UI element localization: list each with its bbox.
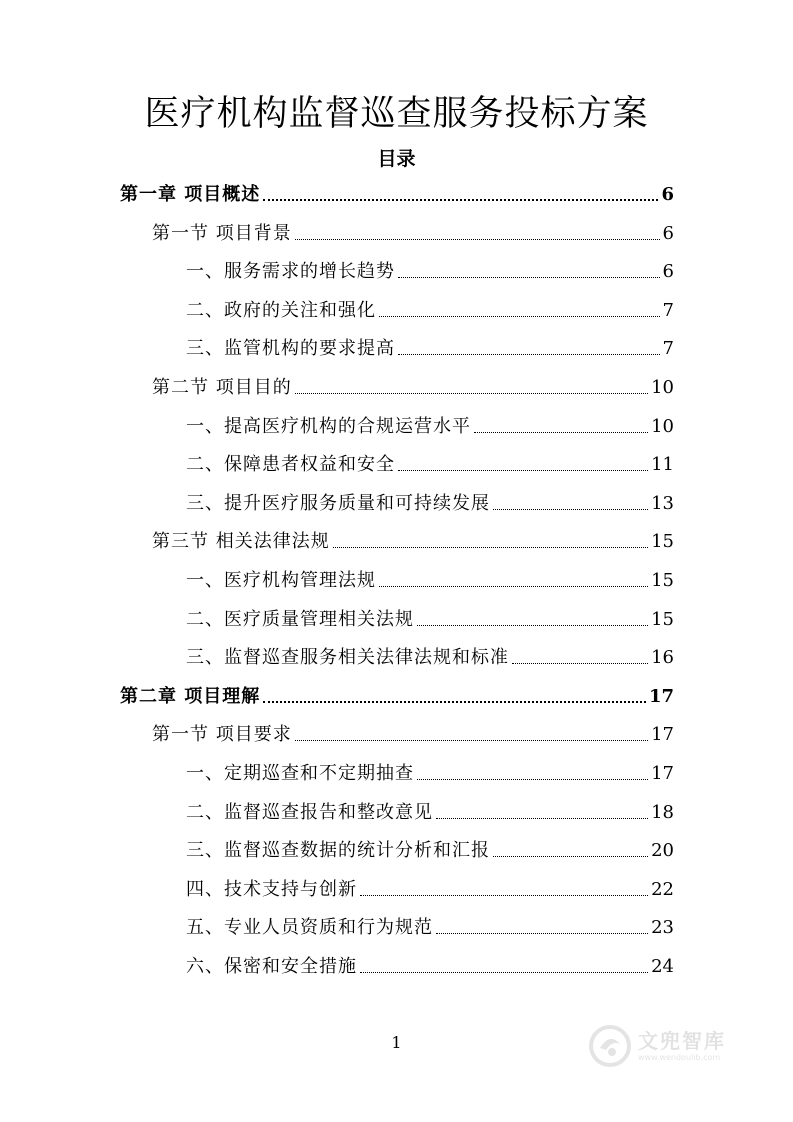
toc-dot-leader — [493, 509, 648, 510]
page-number: 1 — [391, 1033, 402, 1052]
toc-entry-label: 第一章 项目概述 — [120, 184, 261, 205]
toc-entry-label: 一、医疗机构管理法规 — [186, 570, 376, 591]
toc-subsection-entry[interactable] — [186, 641, 674, 671]
toc-entry-page: 10 — [651, 377, 674, 398]
toc-entry-page: 15 — [651, 531, 674, 552]
toc-dot-leader — [379, 586, 648, 587]
toc-subsection-entry[interactable] — [186, 487, 674, 517]
toc-subsection-entry[interactable] — [186, 332, 674, 362]
toc-entry-page: 17 — [651, 763, 674, 784]
toc-entry-page: 11 — [651, 454, 674, 475]
toc-entry-page: 18 — [651, 802, 674, 823]
toc-subsection-entry[interactable] — [186, 911, 674, 941]
toc-dot-leader — [398, 277, 660, 278]
toc-subsection-entry[interactable] — [186, 757, 674, 787]
wendou-logo-icon — [588, 1024, 632, 1068]
toc-dot-leader — [493, 856, 648, 857]
document-title: 医疗机构监督巡查服务投标方案 — [144, 94, 649, 134]
toc-entry-page: 6 — [661, 184, 674, 205]
toc-subsection-entry[interactable] — [186, 448, 674, 478]
toc-subsection-entry[interactable] — [186, 294, 674, 324]
toc-dot-leader — [436, 933, 648, 934]
toc-entry-label: 二、监督巡查报告和整改意见 — [186, 802, 433, 823]
watermark-url: www.wendoulib.com — [638, 1053, 721, 1062]
toc-entry-label: 第二节 项目目的 — [152, 377, 292, 398]
toc-subsection-entry[interactable] — [186, 796, 674, 826]
toc-heading: 目录 — [377, 148, 416, 170]
toc-entry-label: 二、政府的关注和强化 — [186, 300, 376, 321]
toc-subsection-entry[interactable] — [186, 603, 674, 633]
toc-dot-leader — [295, 393, 648, 394]
toc-entry-label: 五、专业人员资质和行为规范 — [186, 917, 433, 938]
toc-entry-label: 三、提升医疗服务质量和可持续发展 — [186, 493, 490, 514]
toc-dot-leader — [295, 740, 648, 741]
toc-subsection-entry[interactable] — [186, 410, 674, 440]
toc-entry-label: 第三节 相关法律法规 — [152, 531, 330, 552]
toc-entry-label: 三、监管机构的要求提高 — [186, 338, 395, 359]
toc-entry-label: 二、医疗质量管理相关法规 — [186, 609, 414, 630]
toc-entry-page: 20 — [651, 840, 674, 861]
toc-entry-label: 三、监督巡查服务相关法律法规和标准 — [186, 647, 509, 668]
toc-entry-label: 第一节 项目要求 — [152, 724, 292, 745]
toc-entry-page: 6 — [662, 223, 674, 244]
toc-entry-label: 三、监督巡查数据的统计分析和汇报 — [186, 840, 490, 861]
toc-dot-leader — [333, 547, 648, 548]
toc-dot-leader — [436, 818, 648, 819]
toc-subsection-entry[interactable] — [186, 950, 674, 980]
toc-entry-label: 一、服务需求的增长趋势 — [186, 261, 395, 282]
toc-entry-label: 一、提高医疗机构的合规运营水平 — [186, 416, 471, 437]
toc-section-entry[interactable] — [152, 525, 674, 555]
watermark-name: 文兜智库 — [638, 1029, 726, 1053]
toc-entry-page: 16 — [651, 647, 674, 668]
toc-subsection-entry[interactable] — [186, 873, 674, 903]
toc-dot-leader — [379, 316, 660, 317]
toc-dot-leader — [360, 895, 648, 896]
toc-section-entry[interactable] — [152, 371, 674, 401]
toc-entry-page: 6 — [662, 261, 674, 282]
toc-entry-page: 23 — [651, 917, 674, 938]
watermark-text — [638, 1029, 726, 1063]
toc-dot-leader — [512, 663, 648, 664]
toc-subsection-entry[interactable] — [186, 564, 674, 594]
toc-entry-page: 17 — [648, 686, 674, 707]
toc-dot-leader — [398, 470, 648, 471]
toc-entry-page: 13 — [651, 493, 674, 514]
toc-entry-label: 六、保密和安全措施 — [186, 956, 357, 977]
toc-dot-leader — [263, 199, 658, 201]
toc-section-entry[interactable] — [152, 718, 674, 748]
toc-subsection-entry[interactable] — [186, 834, 674, 864]
toc-entry-page: 10 — [651, 416, 674, 437]
toc-dot-leader — [417, 625, 648, 626]
toc-dot-leader — [295, 239, 660, 240]
toc-entry-page: 24 — [651, 956, 674, 977]
toc-entry-label: 四、技术支持与创新 — [186, 879, 357, 900]
toc-entry-label: 二、保障患者权益和安全 — [186, 454, 395, 475]
toc-subsection-entry[interactable] — [186, 255, 674, 285]
toc-dot-leader — [417, 779, 648, 780]
toc-entry-page: 15 — [651, 570, 674, 591]
toc-dot-leader — [263, 701, 646, 703]
toc-chapter-entry[interactable] — [120, 680, 674, 710]
toc-dot-leader — [474, 432, 648, 433]
toc-entry-label: 第二章 项目理解 — [120, 686, 261, 707]
toc-entry-page: 7 — [662, 338, 674, 359]
toc-entry-label: 一、定期巡查和不定期抽查 — [186, 763, 414, 784]
toc-entry-page: 7 — [662, 300, 674, 321]
toc-entry-label: 第一节 项目背景 — [152, 223, 292, 244]
toc-dot-leader — [360, 972, 648, 973]
toc-entry-page: 22 — [651, 879, 674, 900]
watermark — [588, 1018, 758, 1074]
toc-section-entry[interactable] — [152, 217, 674, 247]
toc-chapter-entry[interactable] — [120, 178, 674, 208]
toc-dot-leader — [398, 354, 660, 355]
toc-entry-page: 15 — [651, 609, 674, 630]
toc-entry-page: 17 — [651, 724, 674, 745]
